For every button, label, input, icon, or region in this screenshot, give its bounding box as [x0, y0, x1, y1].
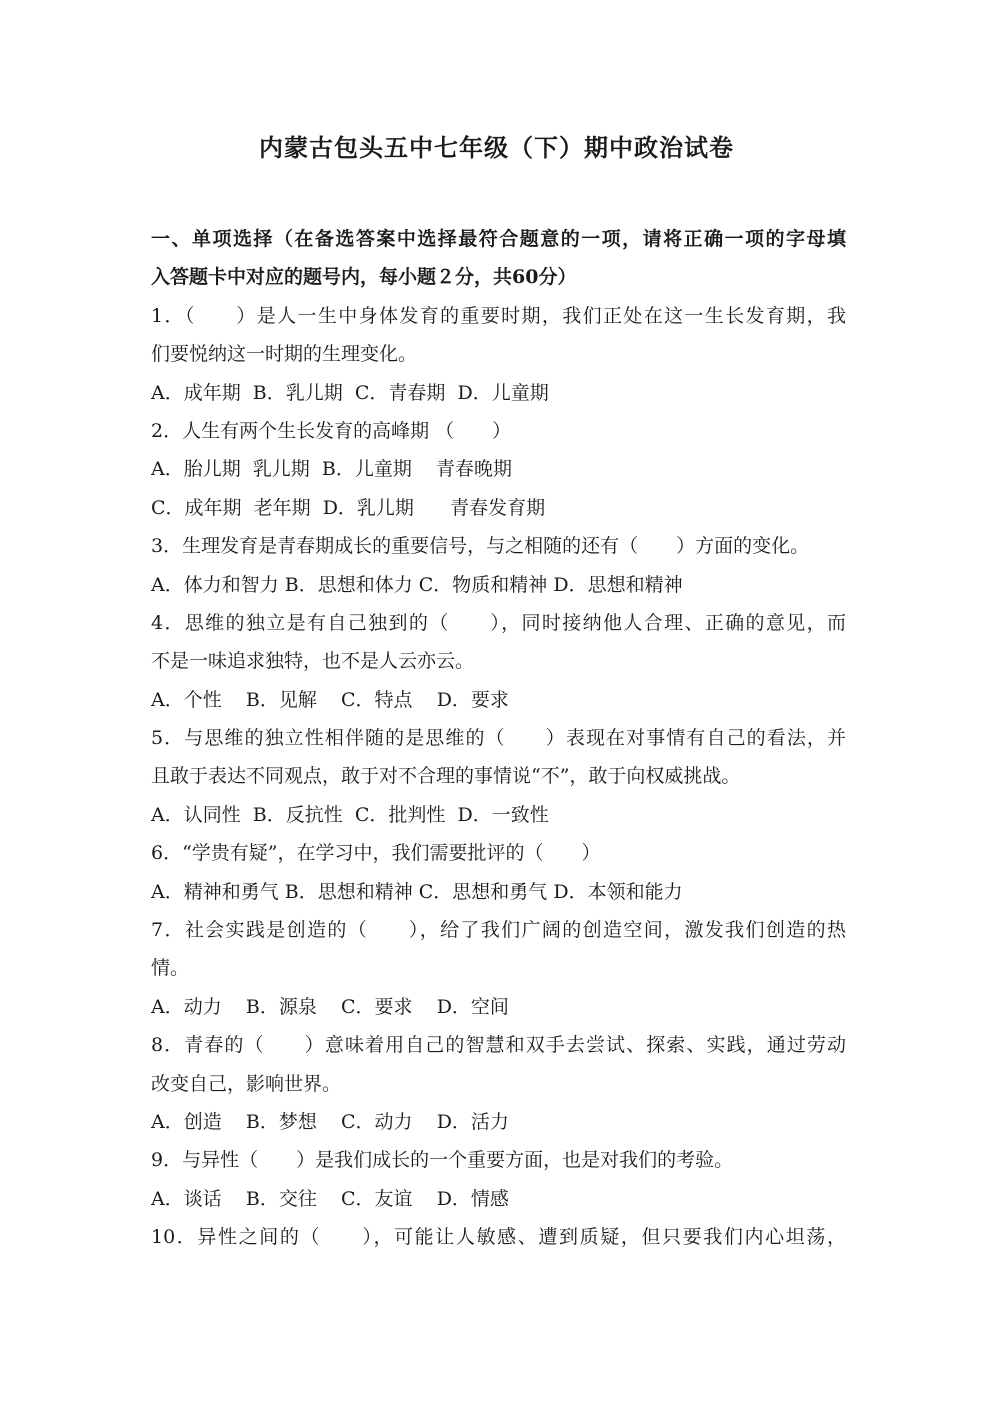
section-heading-line-2: 入答题卡中对应的题号内，每小题２分，共60分） [151, 266, 577, 289]
question-9-options: A．谈话 B．交往 C．友谊 D．情感 [151, 1187, 509, 1210]
question-5-line-2: 且敢于表达不同观点，敢于对不合理的事情说“不”，敢于向权威挑战。 [151, 765, 741, 788]
question-7-options: A．动力 B．源泉 C．要求 D．空间 [151, 995, 509, 1018]
question-4-options: A．个性 B．见解 C．特点 D．要求 [151, 688, 509, 711]
question-8-options: A．创造 B．梦想 C．动力 D．活力 [151, 1110, 509, 1133]
question-2-stem: 2．人生有两个生长发育的高峰期 （ ） [151, 419, 512, 442]
question-4-line-1: 4．思维的独立是有自己独到的（ ），同时接纳他人合理、正确的意见，而 [151, 611, 846, 634]
question-7-line-2: 情。 [151, 957, 190, 980]
exam-title: 内蒙古包头五中七年级（下）期中政治试卷 [259, 133, 734, 162]
question-9-stem: 9．与异性（ ）是我们成长的一个重要方面，也是对我们的考验。 [151, 1149, 734, 1172]
question-3-options: A．体力和智力 B．思想和体力 C．物质和精神 D．思想和精神 [151, 573, 683, 596]
question-6-stem: 6．“学贵有疑”，在学习中，我们需要批评的（ ） [151, 842, 601, 865]
question-1-options: A．成年期 B．乳儿期 C．青春期 D．儿童期 [151, 381, 549, 404]
question-4-line-2: 不是一味追求独特，也不是人云亦云。 [151, 650, 475, 673]
section-heading-line-1: 一、单项选择（在备选答案中选择最符合题意的一项，请将正确一项的字母填 [151, 228, 846, 250]
question-2-options-2: C．成年期 老年期 D．乳儿期 青春发育期 [151, 496, 546, 519]
question-7-line-1: 7．社会实践是创造的（ ），给了我们广阔的创造空间，激发我们创造的热 [151, 919, 846, 942]
question-1-line-1: 1．（ ）是人一生中身体发育的重要时期，我们正处在这一生长发育期，我 [151, 304, 846, 327]
question-10-line-1: 10．异性之间的（ ），可能让人敏感、遭到质疑，但只要我们内心坦荡， [151, 1226, 846, 1249]
question-1-line-2: 们要悦纳这一时期的生理变化。 [151, 343, 418, 366]
question-8-line-2: 改变自己，影响世界。 [151, 1072, 342, 1095]
question-5-line-1: 5．与思维的独立性相伴随的是思维的（ ）表现在对事情有自己的看法，并 [151, 727, 846, 750]
question-3-stem: 3．生理发育是青春期成长的重要信号，与之相随的还有（ ）方面的变化。 [151, 535, 810, 558]
exam-content [151, 220, 846, 1257]
question-8-line-1: 8．青春的（ ）意味着用自己的智慧和双手去尝试、探索、实践，通过劳动 [151, 1034, 846, 1057]
question-2-options-1: A．胎儿期 乳儿期 B．儿童期 青春晚期 [151, 458, 513, 481]
question-5-options: A．认同性 B．反抗性 C．批判性 D．一致性 [151, 803, 549, 826]
question-6-options: A．精神和勇气 B．思想和精神 C．思想和勇气 D．本领和能力 [151, 880, 683, 903]
